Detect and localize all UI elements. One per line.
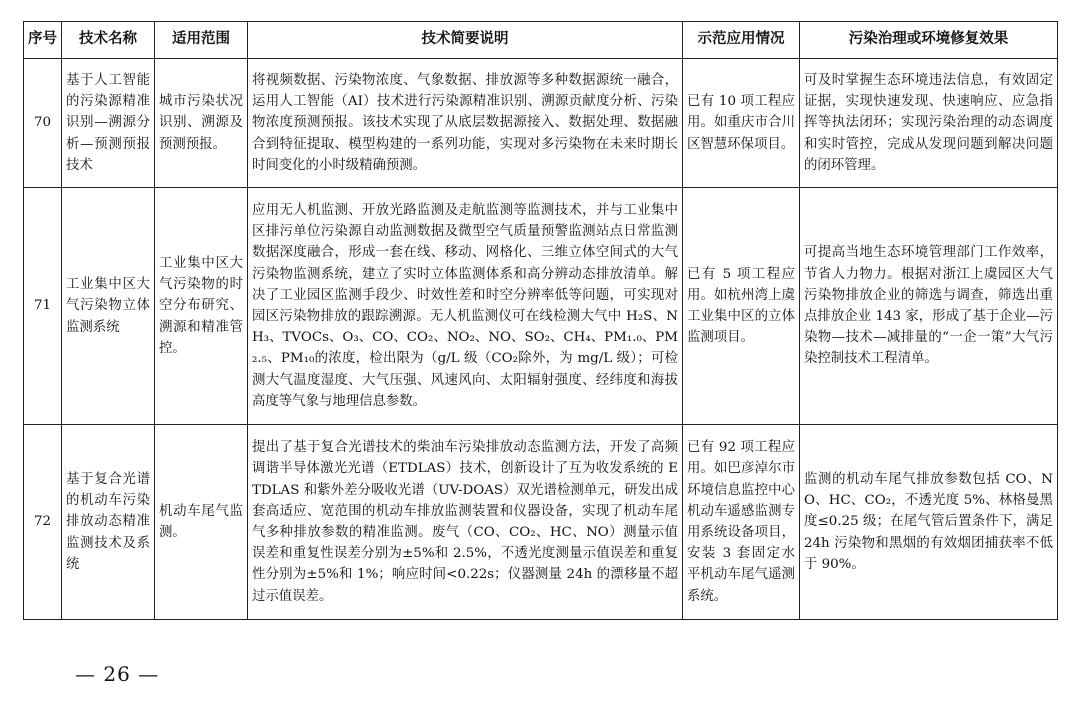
tech-application: 已有 92 项工程应用。如巴彦淖尔市环境信息监控中心机动车遥感监测专用系统设备项目，安装 3 套固定水平机动车尾气遥测系统。	[683, 425, 800, 620]
row-number: 70	[24, 59, 62, 188]
header-scope: 适用范围	[155, 22, 248, 59]
header-name: 技术名称	[62, 22, 155, 59]
tech-description: 提出了基于复合光谱技术的柴油车污染排放动态监测方法，开发了高频调谐半导体激光光谱（ETDLAS）技术，创新设计了互为收发系统的 ETDLAS 和紫外差分吸收光谱（UV-DOAS）双光谱检测单元，研发出成套高适应、宽范围的机动车排放监测装置和仪器设备，实现了机动车尾气多种排放参数的精准监测。废气（CO、CO₂、HC、NO）测量示值误差和重复性误差分别为±5%和 2.5%，不透光度测量示值误差和重复性分别为±5%和 1%；响应时间<0.22s；仪器测量 24h 的漂移量不超过示值误差。	[248, 425, 683, 620]
header-application: 示范应用情况	[683, 22, 800, 59]
header-effect: 污染治理或环境修复效果	[800, 22, 1058, 59]
technology-table	[23, 21, 1058, 620]
tech-scope: 城市污染状况识别、溯源及预测预报。	[155, 59, 248, 188]
page-number: — 26 —	[75, 662, 160, 686]
tech-effect: 监测的机动车尾气排放参数包括 CO、NO、HC、CO₂，不透光度 5%、林格曼黑度≤0.25 级；在尾气管后置条件下，满足 24h 污染物和黑烟的有效烟团捕获率不低于 90%。	[800, 425, 1058, 620]
tech-effect: 可提高当地生态环境管理部门工作效率，节省人力物力。根据对浙江上虞园区大气污染物排放企业的筛选与调查，筛选出重点排放企业 143 家，形成了基于企业—污染物—技术—减排量的“一企一策”大气污染控制技术工程清单。	[800, 188, 1058, 425]
tech-name: 基于复合光谱的机动车污染排放动态精准监测技术及系统	[62, 425, 155, 620]
table-header-row	[24, 22, 1058, 59]
table-row	[24, 188, 1058, 425]
tech-description: 应用无人机监测、开放光路监测及走航监测等监测技术，并与工业集中区排污单位污染源自动监测数据及微型空气质量预警监测站点日常监测数据深度融合，形成一套在线、移动、网格化、三维立体空间式的大气污染物监测系统，建立了实时立体监测体系和高分辨动态排放清单。解决了工业园区监测手段少、时效性差和时空分辨率低等问题，可实现对园区污染物排放的跟踪溯源。无人机监测仪可在线检测大气中 H₂S、NH₃、TVOCs、O₃、CO、CO₂、NO₂、NO、SO₂、CH₄、PM₁.₀、PM₂.₅、PM₁₀的浓度，检出限为（g/L 级（CO₂除外，为 mg/L 级）；可检测大气温度湿度、大气压强、风速风向、太阳辐射强度、经纬度和海拔高度等气象与地理信息参数。	[248, 188, 683, 425]
table-row	[24, 425, 1058, 620]
row-number: 72	[24, 425, 62, 620]
tech-effect: 可及时掌握生态环境违法信息，有效固定证据，实现快速发现、快速响应、应急指挥等执法闭环；实现污染治理的动态调度和实时管控，完成从发现问题到解决问题的闭环管理。	[800, 59, 1058, 188]
tech-description: 将视频数据、污染物浓度、气象数据、排放源等多种数据源统一融合，运用人工智能（AI）技术进行污染源精准识别、溯源贡献度分析、污染物浓度预测预报。该技术实现了从底层数据源接入、数据处理、数据融合到特征提取、模型构建的一系列功能，实现对多污染物在未来时期长时间变化的小时级精确预测。	[248, 59, 683, 188]
header-description: 技术简要说明	[248, 22, 683, 59]
row-number: 71	[24, 188, 62, 425]
table-row	[24, 59, 1058, 188]
tech-scope: 工业集中区大气污染物的时空分布研究、溯源和精准管控。	[155, 188, 248, 425]
tech-application: 已有 5 项工程应用。如杭州湾上虞工业集中区的立体监测项目。	[683, 188, 800, 425]
tech-application: 已有 10 项工程应用。如重庆市合川区智慧环保项目。	[683, 59, 800, 188]
header-no: 序号	[24, 22, 62, 59]
tech-name: 基于人工智能的污染源精准识别—溯源分析—预测预报技术	[62, 59, 155, 188]
tech-name: 工业集中区大气污染物立体监测系统	[62, 188, 155, 425]
tech-scope: 机动车尾气监测。	[155, 425, 248, 620]
